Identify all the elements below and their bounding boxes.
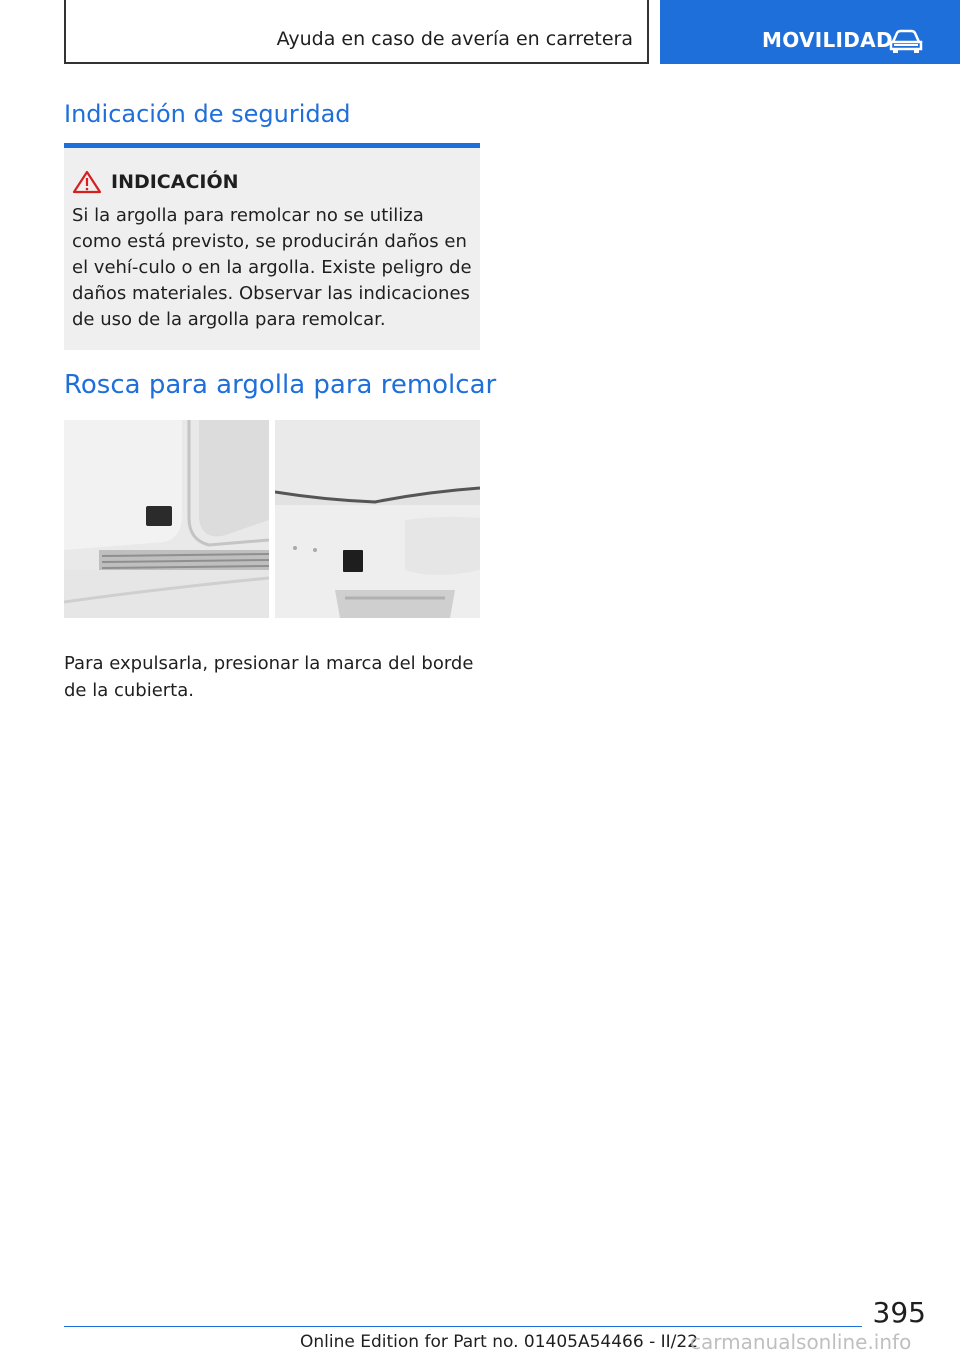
header-chapter-box	[64, 0, 649, 64]
chapter-title: Ayuda en caso de avería en carretera	[276, 28, 633, 50]
rear-bumper-photo	[275, 420, 480, 618]
edition-footer: Online Edition for Part no. 01405A54466 - II/22	[300, 1332, 699, 1352]
car-icon	[889, 28, 923, 54]
section-label: MOVILIDAD	[762, 28, 893, 52]
header-section-tab[interactable]	[660, 0, 960, 64]
page-number: 395	[872, 1296, 926, 1329]
safety-heading: Indicación de seguridad	[64, 100, 351, 128]
thread-heading: Rosca para argolla para remolcar	[64, 370, 497, 400]
thread-instruction-text: Para expulsarla, presionar la marca del borde de la cubierta.	[64, 653, 474, 701]
front-bumper-photo	[64, 420, 269, 618]
footer-rule	[64, 1326, 862, 1327]
warning-triangle-icon	[72, 170, 102, 194]
notice-text: Si la argolla para remolcar no se utiliza como está previsto, se producirán daños en el vehí-culo o en la argolla. Existe peligro de daños materiales. Observar las indicaciones de uso de la argolla para remolcar.	[72, 205, 472, 330]
watermark: carmanualsonline.info	[690, 1330, 912, 1354]
notice-box	[64, 148, 480, 350]
notice-title: INDICACIÓN	[111, 171, 239, 193]
